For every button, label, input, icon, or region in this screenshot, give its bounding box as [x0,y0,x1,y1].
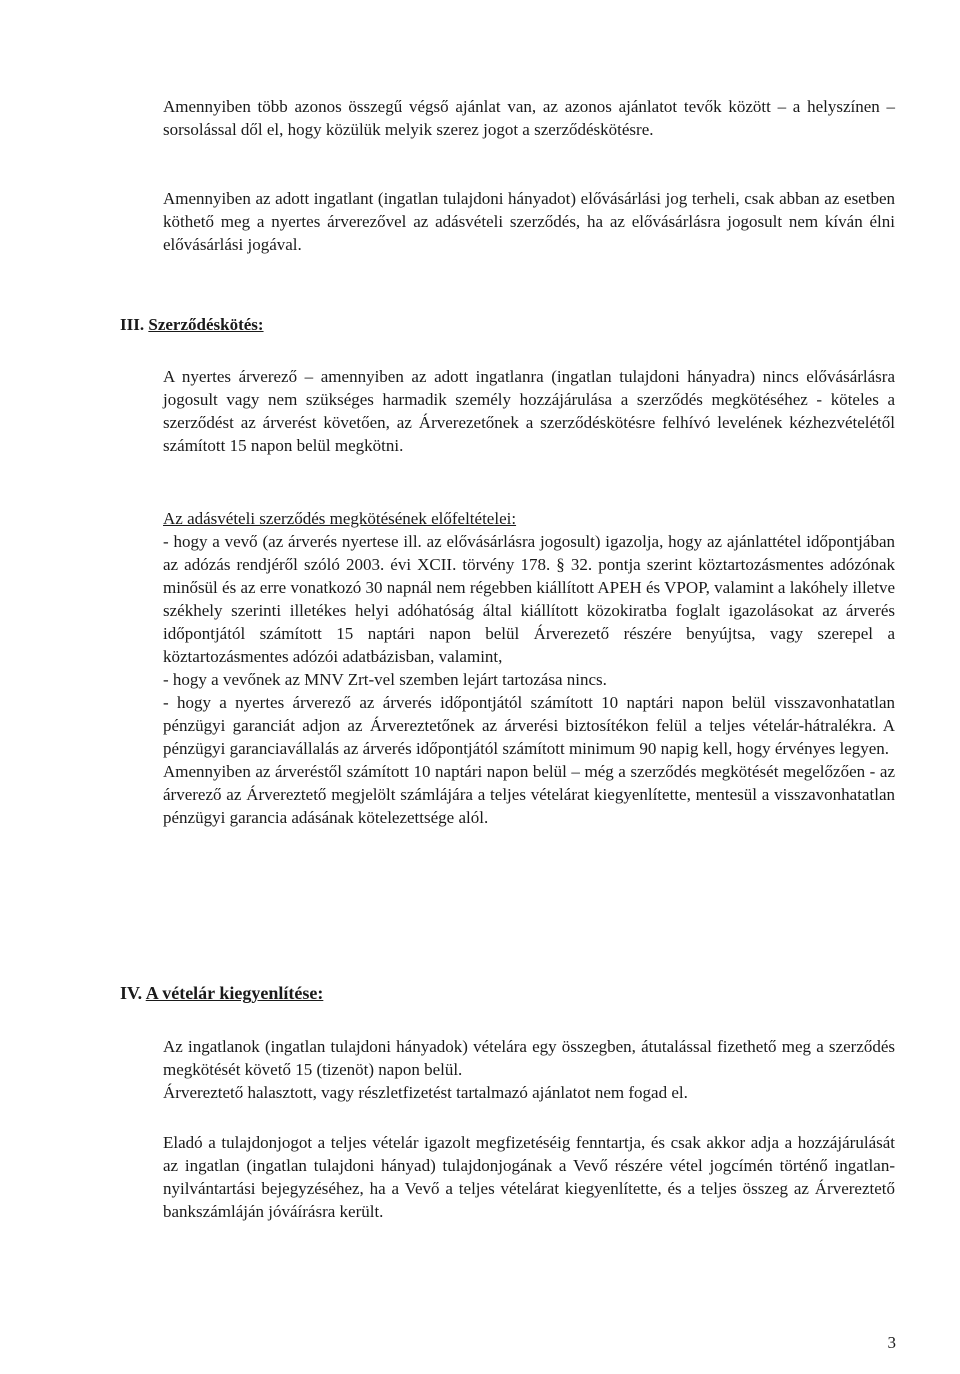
section-3-conditions-block [163,507,895,829]
preemption-paragraph: Amennyiben az adott ingatlant (ingatlan tulajdoni hányadot) elővásárlási jog terheli, csak abban az esetben köthető meg a nyertes árverezővel az adásvételi szerződés, ha az elővásárlásra jogosult nem kíván élni elővásárlási jogával. [163,189,895,254]
conditions-label: Az adásvételi szerződés megkötésének előfeltételei: [163,509,517,528]
no-installments-paragraph: Árvereztető halasztott, vagy részletfizetést tartalmazó ajánlatot nem fogad el. [163,1083,688,1102]
guarantee-exemption-paragraph: Amennyiben az árveréstől számított 10 naptári napon belül – még a szerződés megkötését megelőzően - az árverező az Árvereztető megjelölt számlájára a teljes vételárat kiegyenlítette, mentesül a visszavonhatatlan pénzügyi garancia adásának kötelezettsége alól. [163,762,895,827]
ownership-retention-paragraph: Eladó a tulajdonjogot a teljes vételár igazolt megfizetéséig fenntartja, és csak akkor adja a hozzájárulását az ingatlan (ingatlan tulajdoni hányad) tulajdonjogának a Vevő részére vétel jogcímén történő ingatlan-nyilvántartási bejegyzéséhez, ha a Vevő a teljes vételárat kiegyenlítette, és a teljes összeg az Árvereztető bankszámláján jóváírásra került. [163,1133,895,1221]
intro-block [163,95,895,141]
condition-2: - hogy a vevőnek az MNV Zrt-vel szemben lejárt tartozása nincs. [163,670,607,689]
payment-paragraph: Az ingatlanok (ingatlan tulajdoni hányadok) vételára egy összegben, átutalással fizethető meg a szerződés megkötését követő 15 (tizenöt) napon belül. [163,1037,895,1079]
contract-deadline-paragraph: A nyertes árverező – amennyiben az adott ingatlanra (ingatlan tulajdoni hányadra) nincs elővásárlásra jogosult vagy nem szükséges harmadik személy hozzájárulása a szerződés megkötéséhez - köteles a szerződést az árverést követően, az Árverezetőnek a szerződéskötésre felhívó levelének kézhezvételétől számított 15 napon belül megkötni. [163,367,895,455]
section-4-payment-block [163,1035,895,1104]
condition-3: - hogy a nyertes árverező az árverés időpontjától számított 10 naptári napon belül visszavonhatatlan pénzügyi garanciát adjon az Árvereztetőnek az árverési biztosítékon felül a teljes vételár-hátralékra. A pénzügyi garanciavállalás az árverés időpontjától számított minimum 90 napig kell, hogy érvényes legyen. [163,693,895,758]
section-3-title: Szerződéskötés: [148,315,264,334]
section-4-heading [120,982,323,1005]
page-number: 3 [887,1333,896,1352]
section-4-title: A vételár kiegyenlítése: [145,983,324,1003]
section-4-ownership-block [163,1131,895,1223]
section-3-heading [120,313,264,336]
tie-rule-paragraph: Amennyiben több azonos összegű végső ajánlat van, az azonos ajánlatot tevők között – a helyszínen – sorsolással dől el, hogy közülük melyik szerez jogot a szerződéskötésre. [163,97,895,139]
preemption-block [163,187,895,256]
section-3-number: III. [120,315,145,334]
section-3-intro-block [163,365,895,457]
condition-1: - hogy a vevő (az árverés nyertese ill. az elővásárlásra jogosult) igazolja, hogy az ajánlattétel időpontjában az adózás rendjéről szóló 2003. évi XCII. törvény 178. § 32. pontja szerint köztartozásmentes adózónak minősül és az erre vonatkozó 30 napnál nem régebben kiállított APEH és VPOP, valamint a lakóhely illetve székhely szerinti illetékes helyi adóhatóság által kiállított közokiratba foglalt igazolásokat az árverés időpontjától számított 15 naptári napon belül Árverezető részére benyújtsa, vagy szerepel a köztartozásmentes adózói adatbázisban, valamint, [163,532,895,666]
section-4-number: IV. [120,983,143,1003]
